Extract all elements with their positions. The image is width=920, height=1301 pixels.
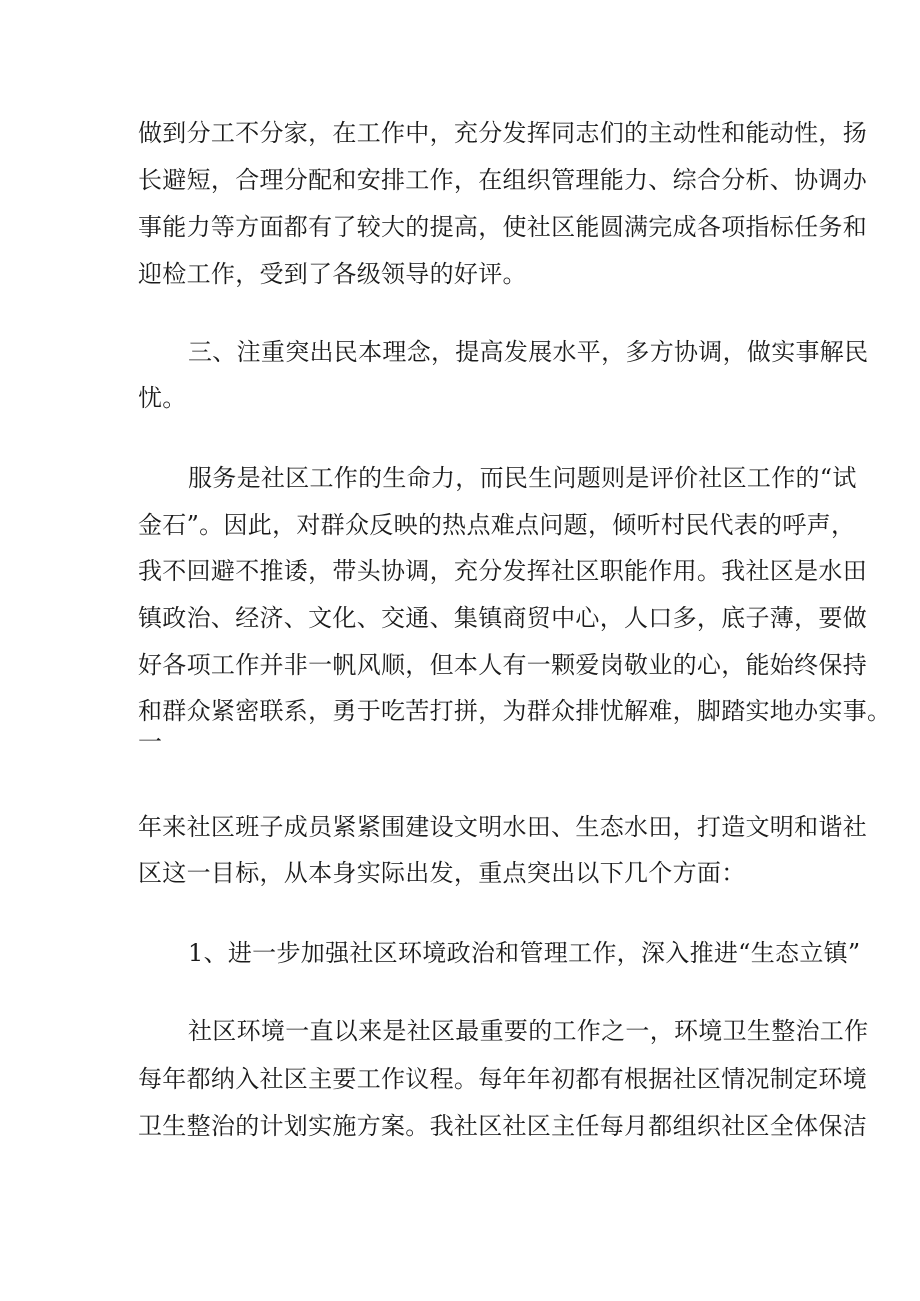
text-line: 忧。 [138,384,187,412]
text-line: 金石”。因此，对群众反映的热点难点问题，倾听村民代表的呼声， [138,511,856,539]
text-line: 一 [138,728,163,756]
text-line: 做到分工不分家，在工作中，充分发挥同志们的主动性和能动性，扬 [138,119,867,147]
text-line: 好各项工作并非一帆风顺，但本人有一颗爱岗敬业的心，能始终保持 [138,651,867,679]
text-line: 区这一目标，从本身实际出发，重点突出以下几个方面： [138,859,746,887]
text-line: 1、进一步加强社区环境政治和管理工作，深入推进“生态立镇” [188,939,861,967]
text-line: 卫生整治的计划实施方案。我社区社区主任每月都组织社区全体保洁 [138,1112,867,1140]
text-line: 服务是社区工作的生命力，而民生问题则是评价社区工作的“试 [188,464,857,492]
text-line: 每年都纳入社区主要工作议程。每年年初都有根据社区情况制定环境 [138,1065,867,1093]
text-line: 镇政治、经济、文化、交通、集镇商贸中心，人口多，底子薄，要做 [138,604,867,632]
text-line: 和群众紧密联系，勇于吃苦打拼，为群众排忧解难，脚踏实地办实事。 [138,697,892,725]
text-line: 事能力等方面都有了较大的提高，使社区能圆满完成各项指标任务和 [138,213,867,241]
text-line: 三、注重突出民本理念，提高发展水平，多方协调，做实事解民 [188,338,869,366]
text-line: 年来社区班子成员紧紧围建设文明水田、生态水田，打造文明和谐社 [138,813,867,841]
text-line: 迎检工作，受到了各级领导的好评。 [138,260,527,288]
text-line: 社区环境一直以来是社区最重要的工作之一，环境卫生整治工作 [188,1017,869,1045]
text-line: 我不回避不推诿，带头协调，充分发挥社区职能作用。我社区是水田 [138,557,867,585]
text-line: 长避短，合理分配和安排工作，在组织管理能力、综合分析、协调办 [138,166,867,194]
